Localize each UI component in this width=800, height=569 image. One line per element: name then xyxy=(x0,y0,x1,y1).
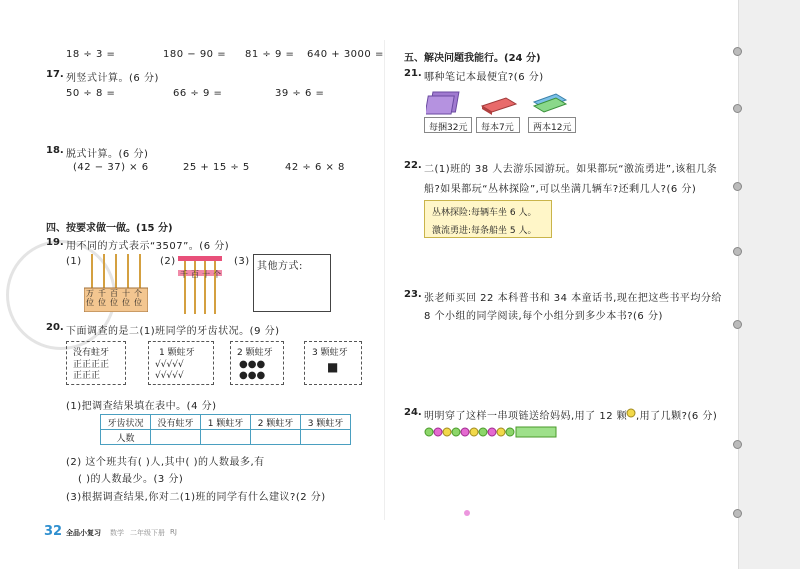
question-text: 列竖式计算。(6 分) xyxy=(66,73,159,84)
price-tag xyxy=(476,117,520,133)
survey-table xyxy=(100,414,351,445)
question-text: 脱式计算。(6 分) xyxy=(66,149,149,160)
survey-card xyxy=(304,341,362,385)
notebook-pair-image xyxy=(530,90,570,116)
place-label: 十 xyxy=(202,270,210,279)
question-text: 哪种笔记本最便宜?(6 分) xyxy=(424,72,544,83)
bead-icon xyxy=(626,408,636,418)
sub-question: (1)把调查结果填在表中。(4 分) xyxy=(66,401,217,412)
table-header-cell: 1 颗蛀牙 xyxy=(201,415,251,430)
binding-hole xyxy=(733,247,742,256)
binding-hole xyxy=(733,182,742,191)
section-heading: 五、解决问题我能行。(24 分) xyxy=(404,53,541,64)
section-heading: 四、按要求做一做。(15 分) xyxy=(46,223,173,234)
calc-item: 39 ÷ 6 = xyxy=(275,88,325,99)
notebook-bundle-image xyxy=(426,86,466,116)
question-text: 下面调查的是二(1)班同学的牙齿状况。(9 分) xyxy=(66,326,280,337)
answer-cell[interactable] xyxy=(251,430,301,445)
place-label: 千 xyxy=(180,270,188,279)
page-number: 32 xyxy=(44,524,63,539)
price-tag xyxy=(424,117,472,133)
binding-hole xyxy=(733,104,742,113)
question-number: 20. xyxy=(46,322,64,333)
binding-hole xyxy=(733,320,742,329)
calc-item: 50 ÷ 8 = xyxy=(66,88,116,99)
question-text: 用不同的方式表示“3507”。(6 分) xyxy=(66,241,230,252)
survey-card xyxy=(148,341,214,385)
footer-edition: RJ xyxy=(170,528,177,536)
calc-item: 81 ÷ 9 = xyxy=(245,49,295,60)
sub-label: (2) xyxy=(160,256,176,267)
question-text: ,用了几颗?(6 分) xyxy=(636,411,718,422)
table-row xyxy=(101,430,351,445)
sub-question: ( )的人数最少。(3 分) xyxy=(78,474,184,485)
sub-question: (3)根据调查结果,你对二(1)班的同学有什么建议?(2 分) xyxy=(66,492,326,503)
calc-item: 640 + 3000 = xyxy=(307,49,384,60)
survey-card-marks: ●●● ●●● xyxy=(239,359,266,381)
survey-card-title: 没有蛀牙 xyxy=(73,348,110,358)
place-label: 十位 xyxy=(122,289,130,307)
question-text: 8 个小组的同学阅读,每个小组分到多少本书?(6 分) xyxy=(424,311,663,322)
question-number: 21. xyxy=(404,68,422,79)
question-number: 17. xyxy=(46,69,64,80)
survey-card-marks: √√√√√ √√√√√ xyxy=(155,360,184,381)
calc-item: 42 ÷ 6 × 8 xyxy=(285,162,345,173)
price-label: 两本12元 xyxy=(533,123,572,133)
counting-frame-figure xyxy=(178,256,222,314)
question-number: 23. xyxy=(404,289,422,300)
place-label: 千位 xyxy=(98,289,106,307)
footer-grade: 二年级下册 xyxy=(130,529,165,537)
table-header-cell: 2 颗蛀牙 xyxy=(251,415,301,430)
place-label: 个位 xyxy=(134,289,142,307)
question-number: 24. xyxy=(404,407,422,418)
place-label: 百位 xyxy=(110,289,118,307)
abacus-place-labels xyxy=(86,289,146,307)
notebook-single-image xyxy=(478,94,518,116)
calc-item: 25 + 15 ÷ 5 xyxy=(183,162,250,173)
decor-dot xyxy=(464,510,470,516)
price-label: 每本7元 xyxy=(481,123,514,133)
survey-card-marks: ■ xyxy=(327,360,339,374)
sub-label: (1) xyxy=(66,256,82,267)
binding-hole xyxy=(733,509,742,518)
info-line: 丛林探险:每辆车坐 6 人。 xyxy=(432,208,537,218)
other-method-label: 其他方式: xyxy=(257,261,303,272)
binding-margin xyxy=(738,0,800,569)
price-label: 每捆32元 xyxy=(429,123,468,133)
table-header-cell: 没有蛀牙 xyxy=(151,415,201,430)
question-text: 明明穿了这样一串项链送给妈妈,用了 12 颗 xyxy=(424,411,628,422)
table-row-label: 人数 xyxy=(101,430,151,445)
survey-card-title: 2 颗蛀牙 xyxy=(237,348,273,358)
binding-hole xyxy=(733,47,742,56)
binding-hole xyxy=(733,440,742,449)
table-row xyxy=(101,415,351,430)
price-tag xyxy=(528,117,576,133)
column-divider xyxy=(384,40,385,520)
question-text: 船?如果都玩“丛林探险”,可以坐满几辆车?还剩几人?(6 分) xyxy=(424,184,697,195)
survey-card xyxy=(66,341,126,385)
survey-card-marks: 正正正正 正正正 xyxy=(73,360,110,381)
info-line: 激流勇进:每条船坐 5 人。 xyxy=(432,226,537,236)
other-method-box[interactable] xyxy=(253,254,331,312)
survey-card-title: 1 颗蛀牙 xyxy=(159,348,195,358)
necklace-figure xyxy=(424,426,564,438)
answer-cell[interactable] xyxy=(201,430,251,445)
sub-question: (2) 这个班共有( )人,其中( )的人数最多,有 xyxy=(66,457,265,468)
question-text: 张老师买回 22 本科普书和 34 本童话书,现在把这些书平均分给 xyxy=(424,293,722,304)
table-header-cell: 牙齿状况 xyxy=(101,415,151,430)
survey-card xyxy=(230,341,284,385)
place-label: 个 xyxy=(213,270,221,279)
place-label: 万位 xyxy=(86,289,94,307)
calc-item: 66 ÷ 9 = xyxy=(173,88,223,99)
question-text: 二(1)班的 38 人去游乐园游玩。如果都玩“激流勇进”,该租几条 xyxy=(424,164,718,175)
footer-brand: 全品小复习 xyxy=(66,529,101,537)
footer-subject: 数学 xyxy=(110,529,124,537)
info-box xyxy=(424,200,552,238)
answer-cell[interactable] xyxy=(151,430,201,445)
question-number: 22. xyxy=(404,160,422,171)
counting-frame-labels xyxy=(180,269,221,280)
answer-cell[interactable] xyxy=(301,430,351,445)
question-number: 18. xyxy=(46,145,64,156)
calc-item: 18 ÷ 3 = xyxy=(66,49,116,60)
sub-label: (3) xyxy=(234,256,250,267)
calc-item: (42 − 37) × 6 xyxy=(73,162,149,173)
calc-item: 180 − 90 = xyxy=(163,49,227,60)
survey-card-title: 3 颗蛀牙 xyxy=(312,348,348,358)
table-header-cell: 3 颗蛀牙 xyxy=(301,415,351,430)
question-number: 19. xyxy=(46,237,64,248)
place-label: 百 xyxy=(191,270,199,279)
